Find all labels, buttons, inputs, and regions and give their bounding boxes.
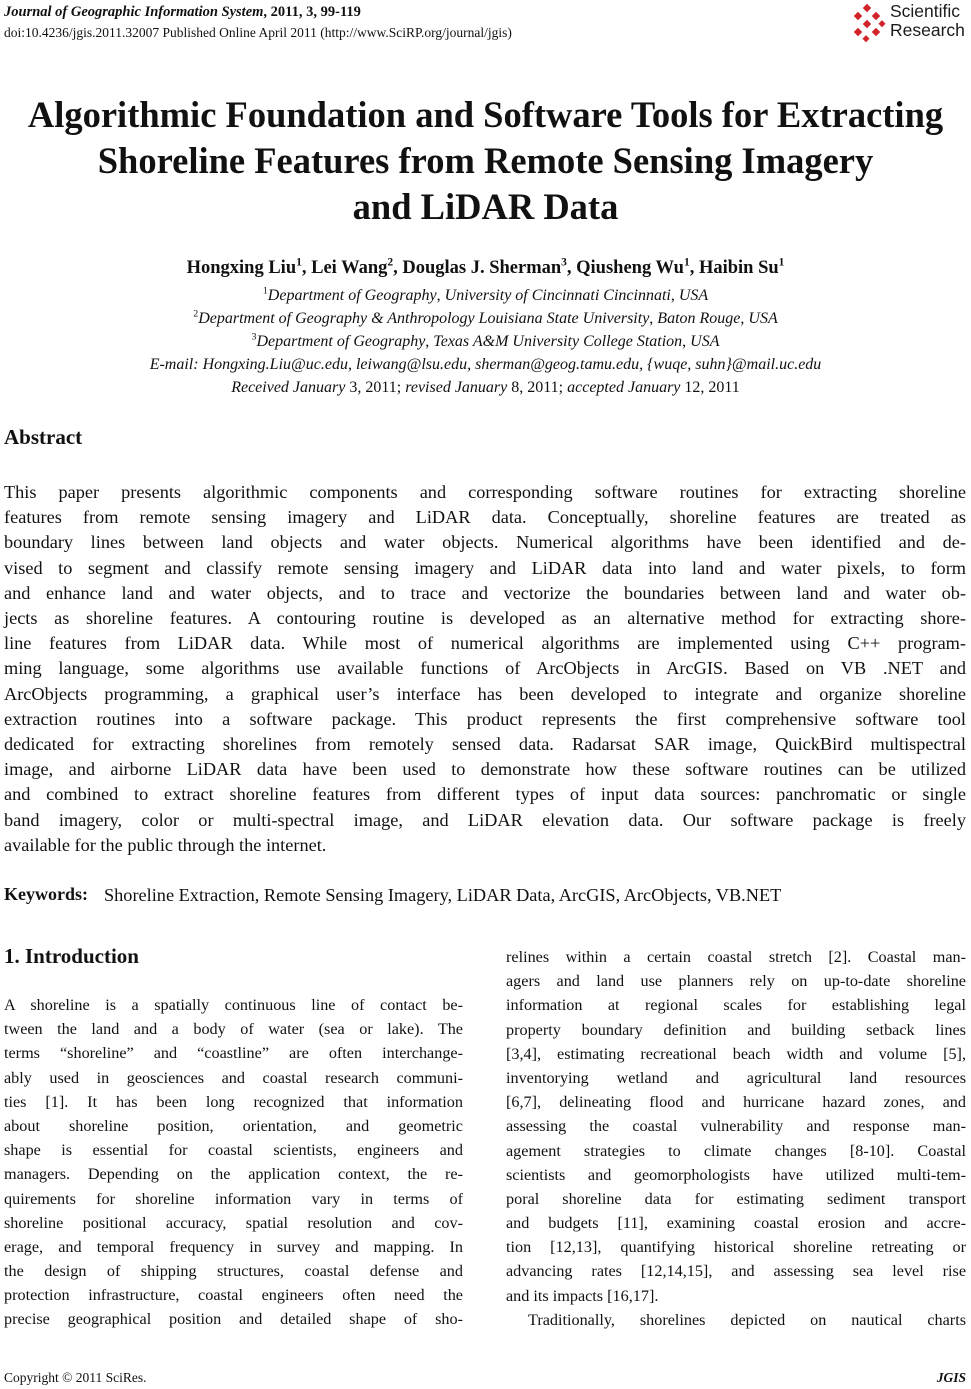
affiliation-sep: , bbox=[682, 333, 691, 350]
author-affiliation-marker: 1 bbox=[683, 256, 690, 269]
author-separator: , bbox=[301, 258, 312, 278]
affiliation-institution: Texas A&M University College Station bbox=[433, 333, 683, 350]
abstract-line: vised to segment and classify remote sensing imagery and LiDAR data into land and water pixels, to form bbox=[4, 557, 966, 578]
abstract-line: extraction routines into a software package. This product represents the first comprehensive software tool bbox=[4, 708, 966, 729]
affiliation-sep: , bbox=[670, 287, 679, 304]
body-line: scientists and geomorphologists have utilized multi-tem- bbox=[506, 1165, 966, 1184]
body-line: [6,7], delineating flood and hurricane hazard zones, and bbox=[506, 1093, 966, 1112]
left-column-text bbox=[4, 993, 463, 1332]
affiliation-dept: Department of Geography bbox=[267, 287, 437, 304]
email-line: E-mail: Hongxing.Liu@uc.edu, leiwang@lsu.edu, sherman@geog.tamu.edu, {wuqe, suhn}@mail.uc.edu bbox=[149, 356, 822, 373]
author-affiliation-marker: 1 bbox=[296, 256, 302, 269]
author-name: Hongxing Liu bbox=[186, 258, 297, 278]
title-line: and LiDAR Data bbox=[352, 186, 619, 227]
author-name: Haibin Su bbox=[698, 258, 779, 278]
affiliation-country: USA bbox=[690, 333, 720, 350]
author-name: Qiusheng Wu bbox=[576, 258, 684, 278]
doi-line: doi:10.4236/jgis.2011.32007 Published Online April 2011 (http://www.SciRP.org/journal/jgis) bbox=[4, 25, 512, 40]
revised-label: revised January bbox=[405, 379, 508, 396]
affiliation-marker: 3 bbox=[251, 331, 257, 343]
abstract-heading: Abstract bbox=[4, 425, 83, 449]
affiliation bbox=[0, 310, 971, 328]
abstract-line: dedicated for extracting shorelines from remotely sensed data. Radarsat SAR image, QuickBird multispectral bbox=[4, 734, 966, 755]
body-line: advancing rates [12,14,15], and assessing sea level rise bbox=[506, 1262, 966, 1281]
title-line: Algorithmic Foundation and Software Tools for Extracting bbox=[27, 94, 944, 135]
body-line: shoreline positional accuracy, spatial resolution and cov- bbox=[4, 1213, 463, 1232]
body-line: [3,4], estimating recreational beach width and volume [5], bbox=[506, 1044, 966, 1063]
body-line: precise geographical position and detailed shape of sho- bbox=[4, 1310, 463, 1329]
author-list bbox=[0, 258, 971, 279]
author-name: Lei Wang bbox=[311, 258, 388, 278]
abstract-line: band imagery, color or multi-spectral image, and LiDAR elevation data. Our software package is freely bbox=[4, 809, 966, 830]
abstract-line: ming language, some algorithms use available functions of ArcObjects in ArcGIS. Based on VB .NET and bbox=[4, 658, 966, 679]
body-line: agers and land use planners rely on up-to-date shoreline bbox=[506, 972, 966, 991]
scientific-research-logo-icon bbox=[850, 4, 888, 44]
author-name: Douglas J. Sherman bbox=[402, 258, 562, 278]
abstract-line: image, and airborne LiDAR data have been used to demonstrate how these software routines can be utilized bbox=[4, 759, 966, 780]
body-line: inventorying wetland and agricultural land resources bbox=[506, 1068, 966, 1087]
abstract-line: jects as shoreline features. A contouring routine is developed as an alternative method for extracting shore- bbox=[4, 608, 966, 629]
title-line: Shoreline Features from Remote Sensing Imagery bbox=[97, 140, 874, 181]
received-date: 3, 2011; bbox=[345, 379, 406, 396]
affiliation-sep: , bbox=[740, 310, 749, 327]
affiliation-institution: Baton Rouge bbox=[657, 310, 741, 327]
body-line: property boundary definition and building setback lines bbox=[506, 1020, 966, 1039]
abstract-line: and combined to extract shoreline features from different types of input data sources: panchromatic or single bbox=[4, 784, 966, 805]
body-line: about shoreline position, orientation, and geometric bbox=[4, 1116, 463, 1135]
affiliation bbox=[0, 287, 971, 305]
section-heading: 1. Introduction bbox=[4, 944, 139, 968]
author-separator: , bbox=[393, 258, 403, 278]
keywords-label: Keywords: bbox=[4, 884, 88, 904]
abstract-line: features from remote sensing imagery and LiDAR data. Conceptually, shoreline features are treated as bbox=[4, 507, 966, 528]
body-line: tween the land and a body of water (sea or lake). The bbox=[4, 1020, 463, 1039]
author-affiliation-marker: 2 bbox=[387, 256, 394, 269]
body-line: assessing the coastal vulnerability and response man- bbox=[506, 1117, 966, 1136]
revised-date: 8, 2011; bbox=[507, 379, 568, 396]
body-line: tion [12,13], quantifying historical shoreline retreating or bbox=[506, 1238, 966, 1257]
author-separator: , bbox=[566, 258, 577, 278]
body-line: terms “shoreline” and “coastline” are often interchange- bbox=[4, 1044, 463, 1063]
body-line: and its impacts [16,17]. bbox=[506, 1286, 659, 1305]
affiliation-institution: University of Cincinnati Cincinnati bbox=[444, 287, 671, 304]
body-line: A shoreline is a spatially continuous line of contact be- bbox=[4, 996, 463, 1014]
affiliation bbox=[0, 333, 971, 351]
abstract-line: This paper presents algorithmic components and corresponding software routines for extracting shoreline bbox=[4, 482, 966, 502]
body-line: Traditionally, shorelines depicted on nautical charts bbox=[528, 1310, 966, 1329]
affiliation-country: USA bbox=[678, 287, 709, 304]
body-line: information at regional scales for establishing legal bbox=[506, 996, 966, 1015]
body-line: ably used in geosciences and coastal research communi- bbox=[4, 1068, 463, 1087]
journal-name: Journal of Geographic Information System bbox=[4, 4, 264, 20]
body-line: erage, and temporal frequency in survey and mapping. In bbox=[4, 1237, 463, 1256]
author-affiliation-marker: 1 bbox=[778, 256, 785, 269]
abstract-line: line features from LiDAR data. While most of numerical algorithms are implemented using C++ program- bbox=[4, 633, 966, 654]
abstract-line: ArcObjects programming, a graphical user’s interface has been developed to integrate and organize shoreline bbox=[4, 683, 966, 704]
logo-text bbox=[890, 2, 965, 40]
accepted-label: accepted January bbox=[567, 379, 681, 396]
abstract-body bbox=[4, 480, 966, 858]
body-line: quirements for shoreline information vary in terms of bbox=[4, 1189, 463, 1208]
journal-volume: , 2011, 3, 99-119 bbox=[263, 4, 361, 20]
body-line: the design of shipping structures, coastal defense and bbox=[4, 1262, 463, 1281]
body-line: shape is essential for coastal scientists, engineers and bbox=[4, 1141, 463, 1160]
affiliation-country: USA bbox=[748, 310, 778, 327]
received-label: Received January bbox=[231, 379, 346, 396]
body-line: relines within a certain coastal stretch [2]. Coastal man- bbox=[506, 948, 966, 966]
abstract-line: and enhance land and water objects, and to trace and vectorize the boundaries between land and water ob- bbox=[4, 582, 966, 603]
body-line: protection infrastructure, coastal engineers often need the bbox=[4, 1286, 463, 1305]
logo-line-1: Scientific bbox=[890, 1, 961, 21]
logo-line-2: Research bbox=[890, 20, 965, 40]
body-line: agement strategies to climate changes [8-10]. Coastal bbox=[506, 1141, 966, 1160]
affiliation-marker: 1 bbox=[262, 285, 268, 297]
keywords-text: Shoreline Extraction, Remote Sensing Imagery, LiDAR Data, ArcGIS, ArcObjects, VB.NET bbox=[104, 885, 782, 905]
body-line: poral shoreline data for estimating sediment transport bbox=[506, 1189, 966, 1208]
copyright-notice: Copyright © 2011 SciRes. bbox=[4, 1370, 147, 1385]
affiliation-sep: , bbox=[649, 310, 658, 327]
abstract-line: available for the public through the internet. bbox=[4, 834, 327, 855]
body-line: managers. Depending on the application context, the re- bbox=[4, 1165, 463, 1184]
author-separator: , bbox=[689, 258, 699, 278]
affiliation-marker: 2 bbox=[193, 308, 199, 320]
abstract-line: boundary lines between land objects and water objects. Numerical algorithms have been identified and de- bbox=[4, 532, 966, 553]
affiliation-sep: , bbox=[425, 333, 434, 350]
author-affiliation-marker: 3 bbox=[561, 256, 567, 269]
affiliation-dept: Department of Geography bbox=[256, 333, 426, 350]
body-line: ties [1]. It has been long recognized that information bbox=[4, 1092, 463, 1111]
journal-citation bbox=[4, 4, 361, 21]
right-column-text bbox=[506, 945, 966, 1332]
journal-abbreviation: JGIS bbox=[936, 1370, 966, 1385]
body-line: and budgets [11], examining coastal erosion and accre- bbox=[506, 1214, 966, 1233]
received-dates bbox=[0, 379, 971, 397]
publisher-logo bbox=[850, 2, 970, 46]
affiliation-dept: Department of Geography & Anthropology Louisiana State University bbox=[198, 310, 650, 327]
affiliation-sep: , bbox=[436, 287, 445, 304]
paper-title bbox=[0, 92, 971, 230]
accepted-date: 12, 2011 bbox=[680, 379, 740, 396]
